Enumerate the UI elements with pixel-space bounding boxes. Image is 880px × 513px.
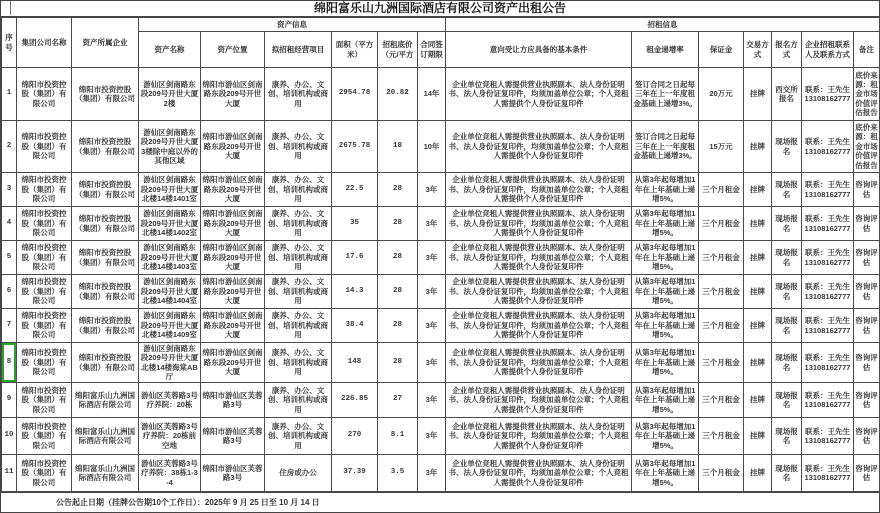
cell-business[interactable]: 康养、办公、文创、培训机构或商用: [265, 68, 332, 121]
cell-contact[interactable]: 联系：王先生13108162777: [802, 121, 854, 173]
announcement-period: 公告起止日期（挂牌公告期10个工作日）：2025年 9 月 25 日至 10 月 14 日: [1, 492, 879, 512]
cell-conditions[interactable]: 企业单位竞租人需提供营业执照副本、法人身份证明书、法人身份证复印件，均须加盖单位公章；个人竞租人需提供个人身份证复印件: [446, 207, 632, 241]
col-header-index: 序号: [2, 18, 17, 68]
cell-base-price[interactable]: 20.82: [378, 68, 418, 121]
cell-asset-owner[interactable]: 绵阳富乐山九洲国际酒店有限公司: [72, 383, 139, 418]
cell-business[interactable]: 康养、办公、文创、培训机构或商用: [265, 173, 332, 207]
cell-asset-location[interactable]: 绵阳市游仙区剑南路东段209号开世大厦: [201, 343, 265, 383]
cell-asset-name[interactable]: 游仙区剑南路东段209号开世大厦北楼14楼海棠AB厅: [139, 343, 201, 383]
cell-deposit[interactable]: 三个月租金: [699, 275, 744, 309]
cell-remark[interactable]: 咨询评估: [854, 309, 880, 343]
cell-register-method[interactable]: 现场报名: [772, 343, 802, 383]
cell-remark[interactable]: 咨询评估: [854, 343, 880, 383]
cell-area[interactable]: 2675.78: [332, 121, 378, 173]
cell-conditions[interactable]: 企业单位竞租人需提供营业执照副本、法人身份证明书、法人身份证复印件，均须加盖单位公章；个人竞租人需提供个人身份证复印件: [446, 343, 632, 383]
frozen-pane-corner: [1, 1, 11, 15]
cell-asset-owner[interactable]: 绵阳富乐山九洲国际酒店有限公司: [72, 418, 139, 455]
col-header-base-price: 招租底价（元/平方: [378, 32, 418, 68]
table-row: [2, 455, 880, 492]
cell-group-company[interactable]: 绵阳市投资控股（集团）有限公司: [17, 207, 72, 241]
cell-contact[interactable]: 联系：王先生13108162777: [802, 68, 854, 121]
cell-deposit[interactable]: 三个月租金: [699, 418, 744, 455]
cell-remark[interactable]: 咨询评估: [854, 207, 880, 241]
cell-asset-owner[interactable]: 绵阳市投资控股（集团）有限公司: [72, 207, 139, 241]
cell-asset-owner[interactable]: 绵阳市投资控股（集团）有限公司: [72, 275, 139, 309]
cell-increase[interactable]: 从第3年起每增加1年在上年基础上递增5%。: [632, 383, 699, 418]
cell-group-company[interactable]: 绵阳市投资控股（集团）有限公司: [17, 275, 72, 309]
cell-register-method[interactable]: 西交所报名: [772, 68, 802, 121]
table-row: [2, 121, 880, 173]
cell-register-method[interactable]: 现场报名: [772, 309, 802, 343]
cell-index[interactable]: 7: [2, 309, 17, 343]
cell-area[interactable]: 14.3: [332, 275, 378, 309]
cell-business[interactable]: 康养、办公、文创、培训机构或商用: [265, 275, 332, 309]
cell-asset-location[interactable]: 绵阳市游仙区剑南路东段209号开世大厦: [201, 68, 265, 121]
cell-remark[interactable]: 咨询评估: [854, 275, 880, 309]
cell-asset-name[interactable]: 游仙区芙蓉路3号疗养院：38栋1-3-4: [139, 455, 201, 492]
cell-deposit[interactable]: 三个月租金: [699, 173, 744, 207]
cell-remark[interactable]: 咨询评估: [854, 383, 880, 418]
cell-conditions[interactable]: 企业单位竞租人需提供营业执照副本、法人身份证明书、法人身份证复印件，均须加盖单位公章；个人竞租人需提供个人身份证复印件: [446, 383, 632, 418]
cell-area[interactable]: 226.85: [332, 383, 378, 418]
col-header-group-company: 集团公司名称: [17, 18, 72, 68]
cell-term[interactable]: 3年: [418, 343, 446, 383]
cell-increase[interactable]: 从第3年起每增加1年在上年基础上递增5%。: [632, 343, 699, 383]
cell-index[interactable]: 4: [2, 207, 17, 241]
cell-group-company[interactable]: 绵阳市投资控股（集团）有限公司: [17, 68, 72, 121]
cell-base-price[interactable]: 3.5: [378, 455, 418, 492]
cell-term[interactable]: 3年: [418, 418, 446, 455]
cell-term[interactable]: 10年: [418, 121, 446, 173]
page-title: 绵阳富乐山九洲国际酒店有限公司资产出租公告: [1, 1, 879, 17]
cell-asset-owner[interactable]: 绵阳市投资控股（集团）有限公司: [72, 68, 139, 121]
cell-trade-method[interactable]: 挂牌: [744, 173, 772, 207]
cell-remark[interactable]: 咨询评估: [854, 455, 880, 492]
cell-group-company[interactable]: 绵阳市投资控股（集团）有限公司: [17, 418, 72, 455]
cell-base-price[interactable]: 28: [378, 173, 418, 207]
cell-asset-owner[interactable]: 绵阳市投资控股（集团）有限公司: [72, 241, 139, 275]
cell-index[interactable]: 9: [2, 383, 17, 418]
table-row: [2, 309, 880, 343]
cell-group-company[interactable]: 绵阳市投资控股（集团）有限公司: [17, 241, 72, 275]
cell-increase[interactable]: 从第3年起每增加1年在上年基础上递增5%。: [632, 173, 699, 207]
cell-deposit[interactable]: 三个月租金: [699, 343, 744, 383]
cell-index[interactable]: 11: [2, 455, 17, 492]
cell-increase[interactable]: 从第3年起每增加1年在上年基础上递增5%。: [632, 418, 699, 455]
cell-deposit[interactable]: 15万元: [699, 121, 744, 173]
cell-trade-method[interactable]: 挂牌: [744, 121, 772, 173]
cell-asset-name[interactable]: 游仙区芙蓉路3号疗养院：20栋: [139, 383, 201, 418]
cell-area[interactable]: 38.4: [332, 309, 378, 343]
cell-remark[interactable]: 咨询评估: [854, 418, 880, 455]
cell-business[interactable]: 康养、办公、文创、培训机构或商用: [265, 343, 332, 383]
cell-contact[interactable]: 联系：王先生13108162777: [802, 383, 854, 418]
col-header-area: 面积（平方米）: [332, 32, 378, 68]
cell-register-method[interactable]: 现场报名: [772, 418, 802, 455]
cell-index[interactable]: 6: [2, 275, 17, 309]
col-header-conditions: 意向受让方应具备的基本条件: [446, 32, 632, 68]
cell-group-company[interactable]: 绵阳市投资控股（集团）有限公司: [17, 309, 72, 343]
cell-register-method[interactable]: 现场报名: [772, 383, 802, 418]
cell-base-price[interactable]: 28: [378, 309, 418, 343]
cell-conditions[interactable]: 企业单位竞租人需提供营业执照副本、法人身份证明书、法人身份证复印件，均须加盖单位公章；个人竞租人需提供个人身份证复印件: [446, 173, 632, 207]
cell-asset-name[interactable]: 游仙区剑南路东段209号开世大厦北楼14楼1403室: [139, 241, 201, 275]
col-header-asset-owner: 资产所属企业: [72, 18, 139, 68]
cell-conditions[interactable]: 企业单位竞租人需提供营业执照副本、法人身份证明书、法人身份证复印件，均须加盖单位公章；个人竞租人需提供个人身份证复印件: [446, 275, 632, 309]
table-row: [2, 68, 880, 121]
cell-remark[interactable]: 底价来源：租金市场价值评估报告: [854, 121, 880, 173]
col-header-business: 拟招租经营项目: [265, 32, 332, 68]
cell-asset-owner[interactable]: 绵阳市投资控股（集团）有限公司: [72, 121, 139, 173]
cell-register-method[interactable]: 现场报名: [772, 455, 802, 492]
cell-conditions[interactable]: 企业单位竞租人需提供营业执照副本、法人身份证明书、法人身份证复印件，均须加盖单位公章；个人竞租人需提供个人身份证复印件: [446, 309, 632, 343]
cell-group-company[interactable]: 绵阳市投资控股（集团）有限公司: [17, 455, 72, 492]
cell-register-method[interactable]: 现场报名: [772, 275, 802, 309]
col-header-contact: 企业招租联系人及联系方式: [802, 32, 854, 68]
cell-asset-owner[interactable]: 绵阳市投资控股（集团）有限公司: [72, 343, 139, 383]
cell-deposit[interactable]: 三个月租金: [699, 207, 744, 241]
cell-base-price[interactable]: 28: [378, 207, 418, 241]
col-header-asset-name: 资产名称: [139, 32, 201, 68]
cell-conditions[interactable]: 企业单位竞租人需提供营业执照副本、法人身份证明书、法人身份证复印件，均须加盖单位公章；个人竞租人需提供个人身份证复印件: [446, 418, 632, 455]
cell-area[interactable]: 35: [332, 207, 378, 241]
cell-asset-location[interactable]: 绵阳市游仙区剑南路东段209号开世大厦: [201, 309, 265, 343]
cell-area[interactable]: 17.6: [332, 241, 378, 275]
col-header-deposit: 保证金: [699, 32, 744, 68]
cell-business[interactable]: 康养、办公、文创、培训机构或商用: [265, 121, 332, 173]
cell-deposit[interactable]: 三个月租金: [699, 383, 744, 418]
cell-trade-method[interactable]: 挂牌: [744, 418, 772, 455]
cell-asset-location[interactable]: 绵阳市游仙区剑南路东段209号开世大厦: [201, 173, 265, 207]
cell-increase[interactable]: 签订合同之日起每三年在上一年度租金基础上递增3%。: [632, 121, 699, 173]
cell-asset-name[interactable]: 游仙区剑南路东段209号开世大厦北楼14楼1401室: [139, 173, 201, 207]
cell-asset-location[interactable]: 绵阳市游仙区芙蓉路3号: [201, 383, 265, 418]
cell-asset-owner[interactable]: 绵阳市投资控股（集团）有限公司: [72, 309, 139, 343]
cell-base-price[interactable]: 28: [378, 241, 418, 275]
table-row: [2, 343, 880, 383]
cell-index[interactable]: 5: [2, 241, 17, 275]
cell-contact[interactable]: 联系：王先生13108162777: [802, 207, 854, 241]
cell-base-price[interactable]: 8.1: [378, 418, 418, 455]
cell-term[interactable]: 3年: [418, 275, 446, 309]
cell-deposit[interactable]: 三个月租金: [699, 455, 744, 492]
col-header-term: 合同签订期限: [418, 32, 446, 68]
cell-business[interactable]: 康养、办公、文创、培训机构或商用: [265, 309, 332, 343]
cell-term[interactable]: 14年: [418, 68, 446, 121]
cell-increase[interactable]: 从第3年起每增加1年在上年基础上递增5%。: [632, 241, 699, 275]
cell-term[interactable]: 3年: [418, 383, 446, 418]
cell-increase[interactable]: 从第3年起每增加1年在上年基础上递增5%。: [632, 275, 699, 309]
cell-register-method[interactable]: 现场报名: [772, 173, 802, 207]
cell-term[interactable]: 3年: [418, 173, 446, 207]
cell-group-company[interactable]: 绵阳市投资控股（集团）有限公司: [17, 173, 72, 207]
cell-index[interactable]: 8: [2, 343, 17, 383]
cell-index[interactable]: 3: [2, 173, 17, 207]
cell-trade-method[interactable]: 挂牌: [744, 275, 772, 309]
table-row: [2, 275, 880, 309]
cell-contact[interactable]: 联系：王先生13108162777: [802, 241, 854, 275]
cell-area[interactable]: 148: [332, 343, 378, 383]
cell-trade-method[interactable]: 挂牌: [744, 309, 772, 343]
cell-increase[interactable]: 从第3年起每增加1年在上年基础上递增5%。: [632, 455, 699, 492]
col-header-increase: 租金递增率: [632, 32, 699, 68]
cell-trade-method[interactable]: 挂牌: [744, 207, 772, 241]
cell-remark[interactable]: 底价来源：租金市场价值评估报告: [854, 68, 880, 121]
cell-area[interactable]: 22.5: [332, 173, 378, 207]
cell-remark[interactable]: 咨询评估: [854, 241, 880, 275]
cell-trade-method[interactable]: 挂牌: [744, 343, 772, 383]
table-row: [2, 207, 880, 241]
cell-asset-name[interactable]: 游仙区剑南路东段209号开世大厦北楼14楼1409室: [139, 309, 201, 343]
cell-trade-method[interactable]: 挂牌: [744, 455, 772, 492]
cell-area[interactable]: 2954.78: [332, 68, 378, 121]
cell-increase[interactable]: 从第3年起每增加1年在上年基础上递增5%。: [632, 207, 699, 241]
cell-base-price[interactable]: 28: [378, 343, 418, 383]
asset-rental-table: [1, 17, 880, 492]
cell-asset-location[interactable]: 绵阳市游仙区剑南路东段209号开世大厦: [201, 207, 265, 241]
cell-business[interactable]: 住房或办公: [265, 455, 332, 492]
col-header-asset-location: 资产位置: [201, 32, 265, 68]
cell-index[interactable]: 1: [2, 68, 17, 121]
cell-increase[interactable]: 从第3年起每增加1年在上年基础上递增5%。: [632, 309, 699, 343]
cell-base-price[interactable]: 18: [378, 121, 418, 173]
cell-term[interactable]: 3年: [418, 309, 446, 343]
cell-asset-location[interactable]: 绵阳市游仙区剑南路东段209号开世大厦: [201, 275, 265, 309]
cell-conditions[interactable]: 企业单位竞租人需提供营业执照副本、法人身份证明书、法人身份证复印件，均须加盖单位公章；个人竞租人需提供个人身份证复印件: [446, 121, 632, 173]
cell-term[interactable]: 3年: [418, 207, 446, 241]
cell-business[interactable]: 康养、办公、文创、培训机构或商用: [265, 241, 332, 275]
cell-asset-name[interactable]: 游仙区剑南路东段209号开世大厦北楼14楼1404室: [139, 275, 201, 309]
cell-remark[interactable]: 咨询评估: [854, 173, 880, 207]
cell-contact[interactable]: 联系：王先生13108162777: [802, 173, 854, 207]
cell-register-method[interactable]: 现场报名: [772, 121, 802, 173]
col-header-remark: 备注: [854, 32, 880, 68]
cell-business[interactable]: 康养、办公、文创、培训机构或商用: [265, 383, 332, 418]
cell-asset-location[interactable]: 绵阳市游仙区剑南路东段209号开世大厦: [201, 241, 265, 275]
col-header-trade: 交易方式: [744, 32, 772, 68]
cell-asset-name[interactable]: 游仙区剑南路东段209号开世大厦北楼14楼1402室: [139, 207, 201, 241]
cell-business[interactable]: 康养、办公、文创、培训机构或商用: [265, 418, 332, 455]
cell-increase[interactable]: 签订合同之日起每三年在上一年度租金基础上递增3%。: [632, 68, 699, 121]
table-row: [2, 173, 880, 207]
cell-asset-name[interactable]: 游仙区剑南路东段209号开世大厦2楼: [139, 68, 201, 121]
cell-area[interactable]: 270: [332, 418, 378, 455]
cell-contact[interactable]: 联系：王先生13108162777: [802, 418, 854, 455]
cell-group-company[interactable]: 绵阳市投资控股（集团）有限公司: [17, 343, 72, 383]
cell-trade-method[interactable]: 挂牌: [744, 68, 772, 121]
cell-asset-name[interactable]: 游仙区剑南路东段209号开世大厦3楼除中庭以外的其他区域: [139, 121, 201, 173]
cell-conditions[interactable]: 企业单位竞租人需提供营业执照副本、法人身份证明书、法人身份证复印件，均须加盖单位公章；个人竞租人需提供个人身份证复印件: [446, 241, 632, 275]
cell-deposit[interactable]: 三个月租金: [699, 241, 744, 275]
cell-contact[interactable]: 联系：王先生13108162777: [802, 343, 854, 383]
cell-register-method[interactable]: 现场报名: [772, 207, 802, 241]
cell-asset-name[interactable]: 游仙区芙蓉路3号疗养院：20栋前空地: [139, 418, 201, 455]
cell-asset-location[interactable]: 绵阳市游仙区芙蓉路3号: [201, 455, 265, 492]
cell-trade-method[interactable]: 挂牌: [744, 241, 772, 275]
col-header-register: 报名方式: [772, 32, 802, 68]
cell-deposit[interactable]: 三个月租金: [699, 309, 744, 343]
cell-group-company[interactable]: 绵阳市投资控股（集团）有限公司: [17, 383, 72, 418]
table-row: [2, 418, 880, 455]
cell-index[interactable]: 10: [2, 418, 17, 455]
table-row: [2, 241, 880, 275]
cell-deposit[interactable]: 20万元: [699, 68, 744, 121]
cell-contact[interactable]: 联系：王先生13108162777: [802, 309, 854, 343]
cell-group-company[interactable]: 绵阳市投资控股（集团）有限公司: [17, 121, 72, 173]
cell-asset-owner[interactable]: 绵阳市投资控股（集团）有限公司: [72, 173, 139, 207]
cell-conditions[interactable]: 企业单位竞租人需提供营业执照副本、法人身份证明书、法人身份证复印件，均须加盖单位公章；个人竞租人需提供个人身份证复印件: [446, 455, 632, 492]
cell-term[interactable]: 3年: [418, 455, 446, 492]
cell-index[interactable]: 2: [2, 121, 17, 173]
cell-base-price[interactable]: 27: [378, 383, 418, 418]
table-row: [2, 383, 880, 418]
cell-trade-method[interactable]: 挂牌: [744, 383, 772, 418]
cell-asset-location[interactable]: 绵阳市游仙区芙蓉路3号: [201, 418, 265, 455]
cell-asset-owner[interactable]: 绵阳富乐山九洲国际酒店有限公司: [72, 455, 139, 492]
cell-area[interactable]: 37.39: [332, 455, 378, 492]
cell-conditions[interactable]: 企业单位竞租人需提供营业执照副本、法人身份证明书、法人身份证复印件，均须加盖单位公章；个人竞租人需提供个人身份证复印件: [446, 68, 632, 121]
cell-register-method[interactable]: 现场报名: [772, 241, 802, 275]
cell-base-price[interactable]: 28: [378, 275, 418, 309]
header-group-asset-info: 资产信息: [139, 18, 446, 32]
header-group-rental-info: 招租信息: [446, 18, 880, 32]
cell-business[interactable]: 康养、办公、文创、培训机构或商用: [265, 207, 332, 241]
cell-asset-location[interactable]: 绵阳市游仙区剑南路东段209号开世大厦: [201, 121, 265, 173]
cell-contact[interactable]: 联系：王先生13108162777: [802, 275, 854, 309]
cell-contact[interactable]: 联系：王先生13108162777: [802, 455, 854, 492]
cell-term[interactable]: 3年: [418, 241, 446, 275]
